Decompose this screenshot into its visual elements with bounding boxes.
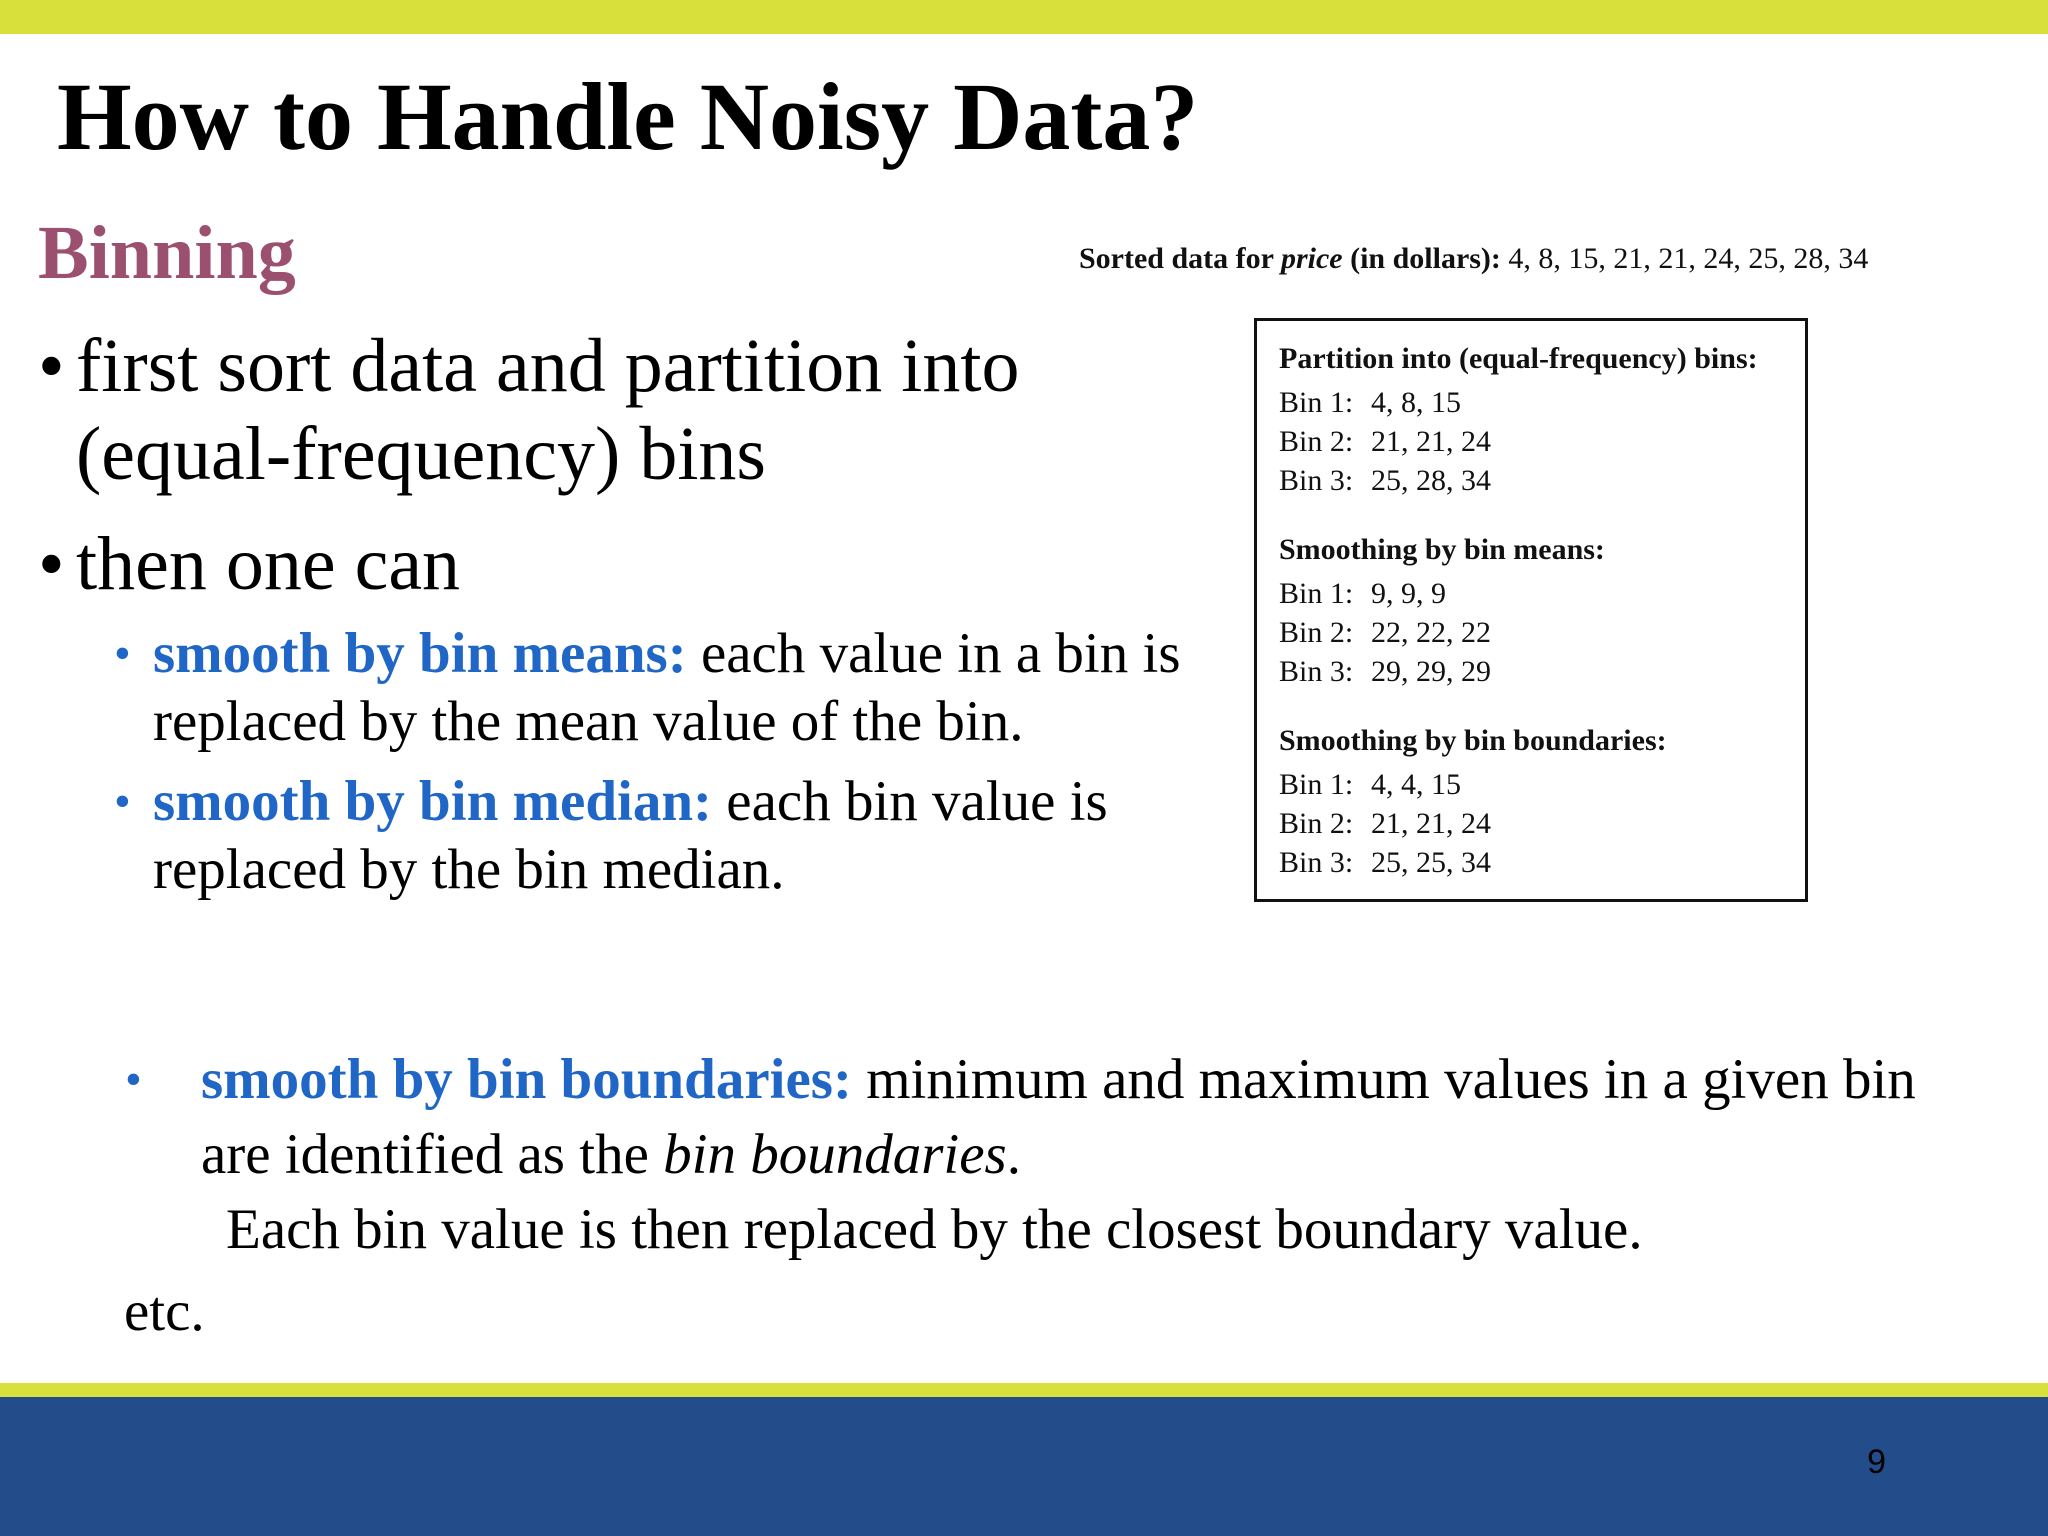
bullet-glyph: •: [114, 627, 131, 680]
term-bin-means: smooth by bin means:: [153, 622, 687, 685]
term-bin-median: smooth by bin median:: [153, 770, 713, 833]
bin-row: [1279, 765, 1805, 804]
bin-values: 25, 28, 34: [1371, 464, 1491, 497]
bullet-glyph: •: [38, 522, 65, 606]
bin-values: 25, 25, 34: [1371, 846, 1491, 879]
means-heading: Smoothing by bin means:: [1279, 533, 1605, 566]
bin-label: Bin 2:: [1279, 616, 1354, 649]
etc-text: etc.: [124, 1280, 205, 1343]
slide-title: How to Handle Noisy Data?: [57, 63, 1199, 170]
bullet-sort-partition: [38, 322, 1218, 498]
bin-boundaries-description: minimum and maximum values in a given bin are identified as the: [201, 1048, 1916, 1186]
page-number: 9: [1867, 1443, 1886, 1481]
bin-label: Bin 1:: [1279, 577, 1354, 610]
bin-label: Bin 1:: [1279, 386, 1354, 419]
means-group: [1279, 530, 1805, 691]
term-bin-boundaries: smooth by bin boundaries:: [201, 1048, 852, 1111]
top-accent-bar: [0, 0, 2048, 34]
bin-boundaries-emphasis: bin boundaries: [663, 1123, 1007, 1186]
bin-row: [1279, 843, 1805, 882]
bin-label: Bin 3:: [1279, 846, 1354, 879]
bullet-text: then one can: [76, 522, 461, 606]
bin-label: Bin 2:: [1279, 807, 1354, 840]
bin-values: 21, 21, 24: [1371, 425, 1491, 458]
boundaries-heading: Smoothing by bin boundaries:: [1279, 724, 1667, 757]
partition-heading: Partition into (equal-frequency) bins:: [1279, 342, 1758, 375]
bullet-then-one-can: [38, 520, 1218, 608]
bin-row: [1279, 574, 1805, 613]
bullet-glyph: •: [38, 324, 65, 408]
bin-median-description: each bin value is replaced by the bin median.: [153, 770, 1108, 901]
section-title: Binning: [38, 211, 296, 295]
partition-group: [1279, 339, 1805, 500]
footer-accent-stripe: [0, 1383, 2048, 1397]
bin-row: [1279, 383, 1805, 422]
sub-bullet-bin-median: [38, 768, 1218, 904]
bin-values: 22, 22, 22: [1371, 616, 1491, 649]
closest-boundary-line: Each bin value is then replaced by the closest boundary value.: [226, 1198, 1643, 1261]
bin-boundaries-text: [125, 1042, 1925, 1192]
bin-values: 21, 21, 24: [1371, 807, 1491, 840]
bin-means-description: each value in a bin is replaced by the mean value of the bin.: [153, 622, 1181, 753]
binning-example-box: [1254, 318, 1808, 902]
bin-label: Bin 2:: [1279, 425, 1354, 458]
sorted-data-caption: [1079, 242, 1868, 276]
bullet-glyph: •: [125, 1053, 142, 1106]
bin-label: Bin 1:: [1279, 768, 1354, 801]
boundaries-group: [1279, 721, 1805, 882]
sub-bullet-bin-means: [38, 620, 1218, 756]
caption-values: 4, 8, 15, 21, 21, 24, 25, 28, 34: [1500, 242, 1869, 275]
bin-label: Bin 3:: [1279, 655, 1354, 688]
bin-row: [1279, 422, 1805, 461]
bin-row: [1279, 804, 1805, 843]
bullet-bin-boundaries: [125, 1042, 1925, 1267]
footer-band: [0, 1397, 2048, 1536]
bin-row: [1279, 652, 1805, 691]
bin-values: 29, 29, 29: [1371, 655, 1491, 688]
bin-values: 4, 8, 15: [1371, 386, 1461, 419]
caption-label: [1079, 242, 1501, 275]
bin-values: 9, 9, 9: [1371, 577, 1446, 610]
bin-label: Bin 3:: [1279, 464, 1354, 497]
caption-price: price: [1280, 242, 1343, 275]
caption-suffix: (in dollars):: [1342, 242, 1501, 275]
bullet-glyph: •: [114, 775, 131, 828]
caption-prefix: Sorted data for: [1079, 242, 1281, 275]
bin-row: [1279, 461, 1805, 500]
bullet-text: first sort data and partition into (equal-frequency) bins: [76, 324, 1020, 496]
bin-row: [1279, 613, 1805, 652]
main-bullet-list: [38, 322, 1218, 904]
bin-boundaries-period: .: [1006, 1123, 1021, 1186]
bin-values: 4, 4, 15: [1371, 768, 1461, 801]
